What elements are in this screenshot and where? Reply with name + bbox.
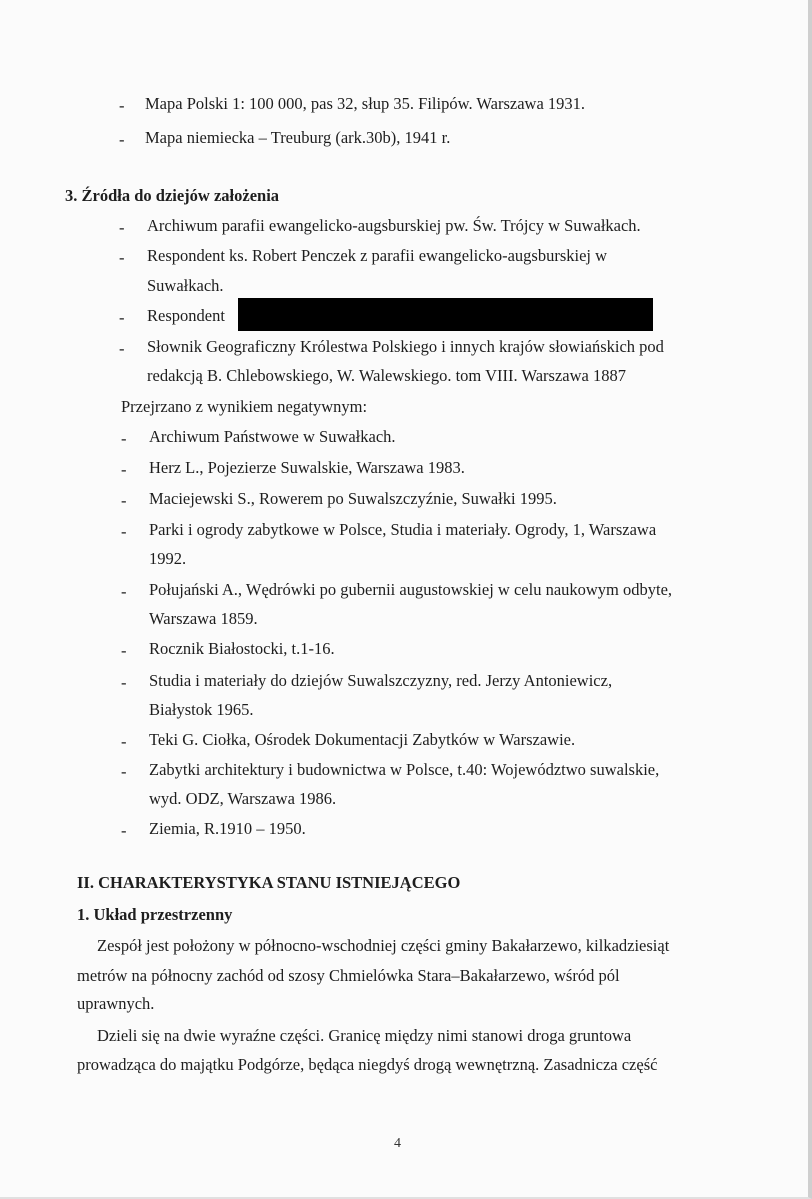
section-ii-heading: II. CHARAKTERYSTYKA STANU ISTNIEJĄCEGO (77, 873, 461, 892)
list-dash: - (121, 582, 127, 601)
section-3-heading: 3. Źródła do dziejów założenia (65, 186, 280, 205)
negative-item-5-line-2: Warszawa 1859. (149, 609, 258, 628)
redaction-bar (238, 298, 653, 331)
negative-item-2: Herz L., Pojezierze Suwalskie, Warszawa 1983. (149, 458, 465, 477)
map-item-1: Mapa Polski 1: 100 000, pas 32, słup 35. Filipów. Warszawa 1931. (145, 94, 586, 113)
list-dash: - (119, 96, 125, 115)
negative-intro: Przejrzano z wynikiem negatywnym: (121, 397, 368, 416)
subsection-1-heading: 1. Układ przestrzenny (77, 905, 233, 924)
paragraph-1-line-2: metrów na północny zachód od szosy Chmielówka Stara–Bakałarzewo, wśród pól (77, 966, 620, 985)
negative-item-6: Rocznik Białostocki, t.1-16. (149, 639, 335, 658)
paragraph-1-line-3: uprawnych. (77, 994, 155, 1013)
list-dash: - (121, 821, 127, 840)
list-dash: - (121, 491, 127, 510)
page-number: 4 (394, 1136, 401, 1151)
source-item-4-line-1: Słownik Geograficzny Królestwa Polskiego i innych krajów słowiańskich pod (147, 337, 664, 356)
negative-item-1: Archiwum Państwowe w Suwałkach. (149, 427, 396, 446)
negative-item-10: Ziemia, R.1910 – 1950. (149, 819, 306, 838)
list-dash: - (119, 339, 125, 358)
list-dash: - (121, 429, 127, 448)
list-dash: - (121, 732, 127, 751)
list-dash: - (121, 673, 127, 692)
list-dash: - (121, 641, 127, 660)
source-item-1: Archiwum parafii ewangelicko-augsburskiej pw. Św. Trójcy w Suwałkach. (147, 216, 641, 235)
list-dash: - (121, 522, 127, 541)
negative-item-3: Maciejewski S., Rowerem po Suwalszczyźnie, Suwałki 1995. (149, 489, 557, 508)
list-dash: - (119, 248, 125, 267)
source-item-2-line-1: Respondent ks. Robert Penczek z parafii ewangelicko-augsburskiej w (147, 246, 608, 265)
list-dash: - (119, 218, 125, 237)
negative-item-7-line-1: Studia i materiały do dziejów Suwalszczyzny, red. Jerzy Antoniewicz, (149, 671, 613, 690)
negative-item-4-line-1: Parki i ogrody zabytkowe w Polsce, Studia i materiały. Ogrody, 1, Warszawa (149, 520, 657, 539)
source-item-2-line-2: Suwałkach. (147, 276, 224, 295)
negative-item-4-line-2: 1992. (149, 549, 187, 568)
paragraph-2-line-1: Dzieli się na dwie wyraźne części. Granicę między nimi stanowi droga gruntowa (97, 1026, 632, 1045)
negative-item-9-line-1: Zabytki architektury i budownictwa w Polsce, t.40: Województwo suwalskie, (149, 760, 660, 779)
source-item-4-line-2: redakcją B. Chlebowskiego, W. Walewskiego. tom VIII. Warszawa 1887 (147, 366, 626, 385)
map-item-2: Mapa niemiecka – Treuburg (ark.30b), 1941 r. (145, 128, 451, 147)
negative-item-8: Teki G. Ciołka, Ośrodek Dokumentacji Zabytków w Warszawie. (149, 730, 576, 749)
source-item-3-label: Respondent (147, 306, 225, 325)
list-dash: - (119, 308, 125, 327)
negative-item-5-line-1: Połujański A., Wędrówki po gubernii augustowskiej w celu naukowym odbyte, (149, 580, 673, 599)
list-dash: - (121, 460, 127, 479)
negative-item-9-line-2: wyd. ODZ, Warszawa 1986. (149, 789, 337, 808)
negative-item-7-line-2: Białystok 1965. (149, 700, 254, 719)
list-dash: - (119, 130, 125, 149)
paragraph-2-line-2: prowadząca do majątku Podgórze, będąca niegdyś drogą wewnętrzną. Zasadnicza część (77, 1055, 658, 1074)
list-dash: - (121, 762, 127, 781)
paragraph-1-line-1: Zespół jest położony w północno-wschodniej części gminy Bakałarzewo, kilkadziesiąt (97, 936, 670, 955)
